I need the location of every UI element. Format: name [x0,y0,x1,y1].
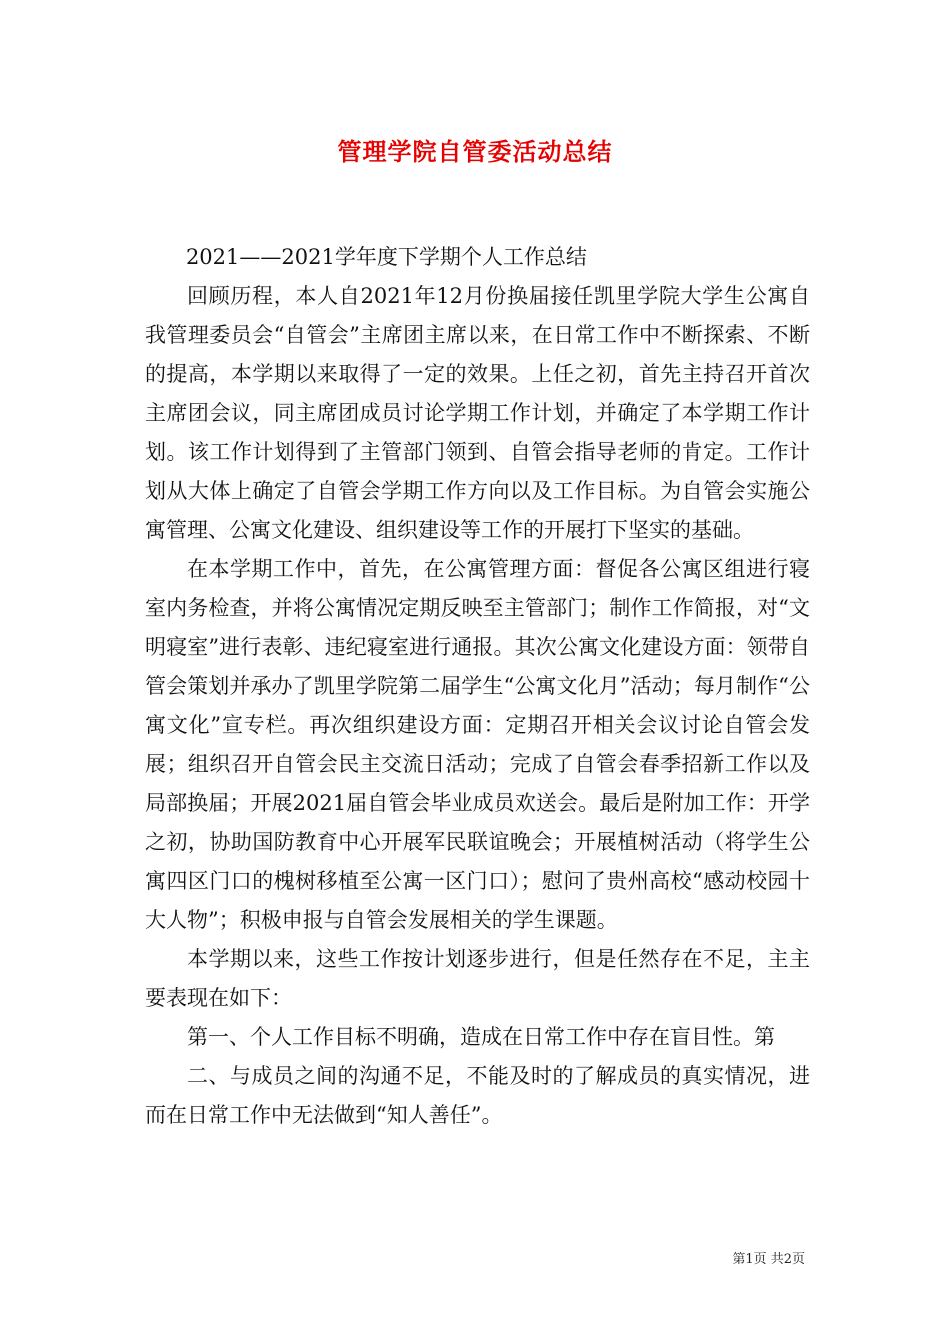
document-title: 管理学院自管委活动总结 [337,138,613,166]
body-paragraph: 在本学期工作中，首先，在公寓管理方面：督促各公寓区组进行寝室内务检查，并将公寓情况定期反映至主管部门；制作工作简报，对“文明寝室”进行表彰、违纪寝室进行通报。其次公寓文化建设方面：领带自管会策划并承办了凯里学院第二届学生“公寓文化月”活动；每月制作“公寓文化”宣专栏。再次组织建设方面：定期召开相关会议讨论自管会发展；组织召开自管会民主交流日活动；完成了自管会春季招新工作以及局部换届；开展2021届自管会毕业成员欢送会。最后是附加工作：开学之初，协助国防教育中心开展军民联谊晚会；开展植树活动（将学生公寓四区门口的槐树移植至公寓一区门口）；慰问了贵州高校“感动校园十大人物”；积极申报与自管会发展相关的学生课题。 [145,557,810,932]
page-number: 第1页 共2页 [732,1252,805,1267]
body-paragraph: 本学期以来，这些工作按计划逐步进行，但是任然存在不足，主主要表现在如下： [145,947,810,1010]
body-paragraph: 回顾历程，本人自2021年12月份换届接任凯里学院大学生公寓自我管理委员会“自管会”主席团主席以来，在日常工作中不断探索、不断的提高，本学期以来取得了一定的效果。上任之初，首先主持召开首次主席团会议，同主席团成员讨论学期工作计划，并确定了本学期工作计划。该工作计划得到了主管部门领到、自管会指导老师的肯定。工作计划从大体上确定了自管会学期工作方向以及工作目标。为自管会实施公寓管理、公寓文化建设、组织建设等工作的开展打下坚实的基础。 [145,284,810,542]
subtitle-paragraph: 2021——2021学年度下学期个人工作总结 [185,245,587,269]
document-body [145,238,810,1135]
body-paragraph: 二、与成员之间的沟通不足，不能及时的了解成员的真实情况，进而在日常工作中无法做到“知人善任”。 [145,1064,810,1127]
body-paragraph: 第一、个人工作目标不明确，造成在日常工作中存在盲目性。第 [187,1025,775,1049]
